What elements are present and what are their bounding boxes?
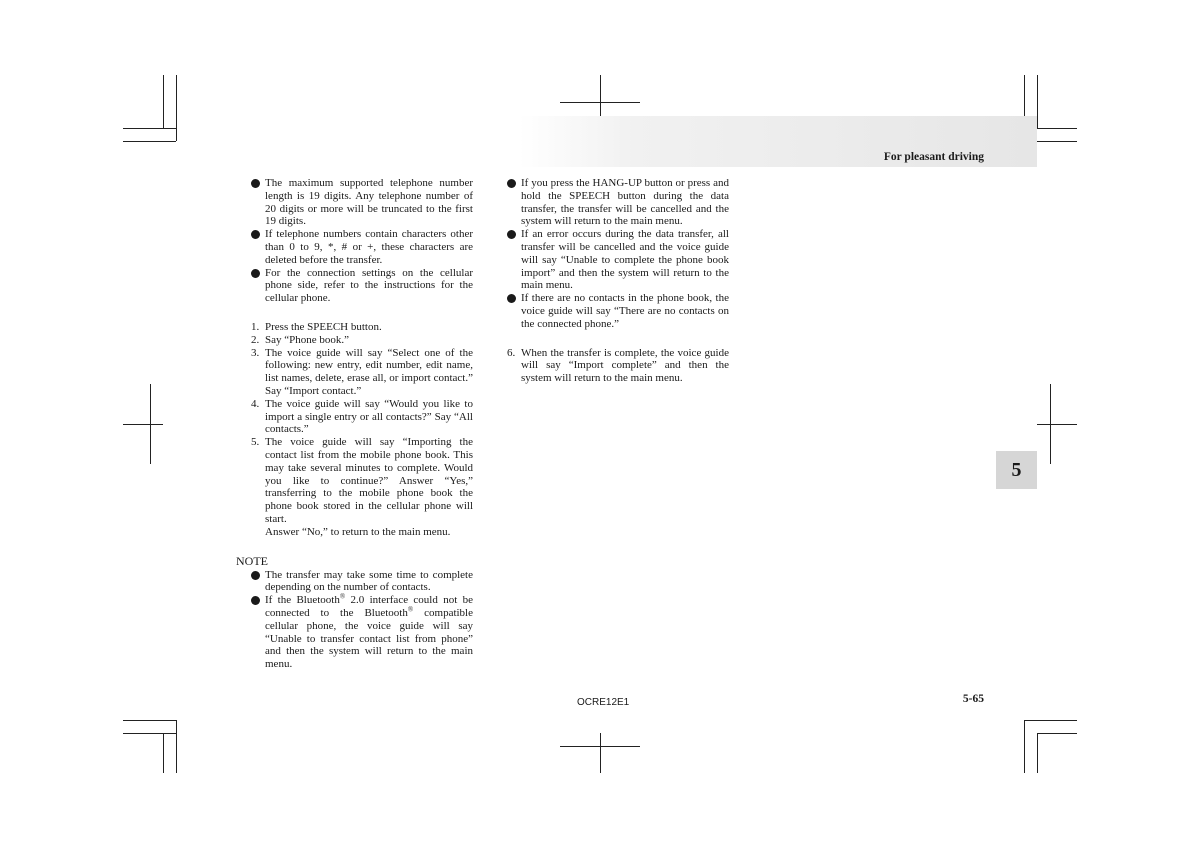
step-item bbox=[251, 398, 473, 436]
bullet-text: If you press the HANG-UP button or press and hold the SPEECH button during the data transfer, the transfer will be cancelled and the system will return to the main menu. bbox=[521, 177, 729, 228]
bullet-text: If telephone numbers contain characters other than 0 to 9, *, # or +, these characters are deleted before the transfer. bbox=[265, 228, 473, 266]
bullet-icon bbox=[251, 596, 260, 605]
step-number: 6. bbox=[507, 346, 516, 359]
step-item bbox=[507, 347, 729, 385]
registered-mark: ® bbox=[339, 592, 346, 601]
chapter-number: 5 bbox=[1011, 458, 1022, 481]
note-text-part: 2.0 interface could not be connected to the Bluetooth bbox=[265, 594, 473, 619]
step-number: 5. bbox=[251, 436, 260, 449]
bullet-icon bbox=[251, 179, 260, 188]
note-text bbox=[265, 594, 473, 670]
note-item bbox=[251, 569, 473, 595]
step-text: The voice guide will say “Would you like to import a single entry or all contacts?” Say “All contacts.” bbox=[265, 397, 473, 436]
bullet-text: If there are no contacts in the phone book, the voice guide will say “There are no contacts on the connected phone.” bbox=[521, 292, 729, 330]
step-item bbox=[251, 321, 473, 334]
note-text: The transfer may take some time to complete depending on the number of contacts. bbox=[265, 568, 473, 594]
list-item bbox=[507, 228, 729, 292]
step-number: 2. bbox=[251, 333, 260, 346]
bullet-text: If an error occurs during the data transfer, all transfer will be cancelled and the voice guide will say “Unable to complete the phone book import” and then the system will return to the main menu. bbox=[521, 228, 729, 292]
list-item bbox=[507, 177, 729, 228]
step-number: 4. bbox=[251, 397, 260, 410]
chapter-tab bbox=[996, 451, 1037, 489]
section-title: For pleasant driving bbox=[883, 151, 984, 163]
list-item bbox=[507, 292, 729, 330]
note-text-part: If the Bluetooth bbox=[265, 594, 340, 607]
list-item bbox=[251, 228, 473, 266]
left-column bbox=[236, 177, 474, 671]
step-item bbox=[251, 436, 473, 526]
bullet-icon bbox=[251, 571, 260, 580]
note-text-part: compatible cellular phone, the voice guide will say “Unable to transfer contact list from phone” and then the system will return to the main menu. bbox=[265, 606, 474, 671]
bullet-icon bbox=[507, 230, 516, 239]
note-item bbox=[251, 594, 473, 671]
step-item bbox=[251, 334, 473, 347]
step-item bbox=[251, 347, 473, 398]
step-continuation bbox=[251, 526, 473, 539]
bullet-text: For the connection settings on the cellular phone side, refer to the instructions for the cellular phone. bbox=[265, 266, 473, 305]
registered-mark: ® bbox=[407, 605, 414, 614]
step-answer-text: Answer “No,” to return to the main menu. bbox=[265, 525, 451, 538]
bullet-icon bbox=[251, 269, 260, 278]
bullet-icon bbox=[507, 294, 516, 303]
document-code: OCRE12E1 bbox=[577, 697, 630, 708]
step-number: 3. bbox=[251, 346, 260, 359]
right-column bbox=[507, 177, 729, 385]
step-text: Press the SPEECH button. bbox=[265, 320, 382, 333]
list-item bbox=[251, 177, 473, 228]
page-number: 5-65 bbox=[962, 693, 984, 705]
step-text: Say “Phone book.” bbox=[265, 333, 350, 346]
bullet-icon bbox=[251, 230, 260, 239]
list-item bbox=[251, 267, 473, 305]
bullet-text: The maximum supported telephone number length is 19 digits. Any telephone number of 20 digits or more will be truncated to the first 19 digits. bbox=[265, 177, 473, 228]
step-number: 1. bbox=[251, 320, 260, 333]
step-text: The voice guide will say “Select one of the following: new entry, edit number, edit name, list names, delete, erase all, or import contact.” Say “Import contact.” bbox=[265, 346, 473, 397]
step-text: The voice guide will say “Importing the contact list from the mobile phone book. This may take several minutes to complete. Would you like to continue?” Answer “Yes,” transferring to the mobile phone book the phone book stored in the cellular phone will start. bbox=[265, 436, 473, 525]
step-text: When the transfer is complete, the voice guide will say “Import complete” and then the system will return to the main menu. bbox=[521, 346, 729, 385]
bullet-icon bbox=[507, 179, 516, 188]
note-heading: NOTE bbox=[236, 553, 268, 568]
